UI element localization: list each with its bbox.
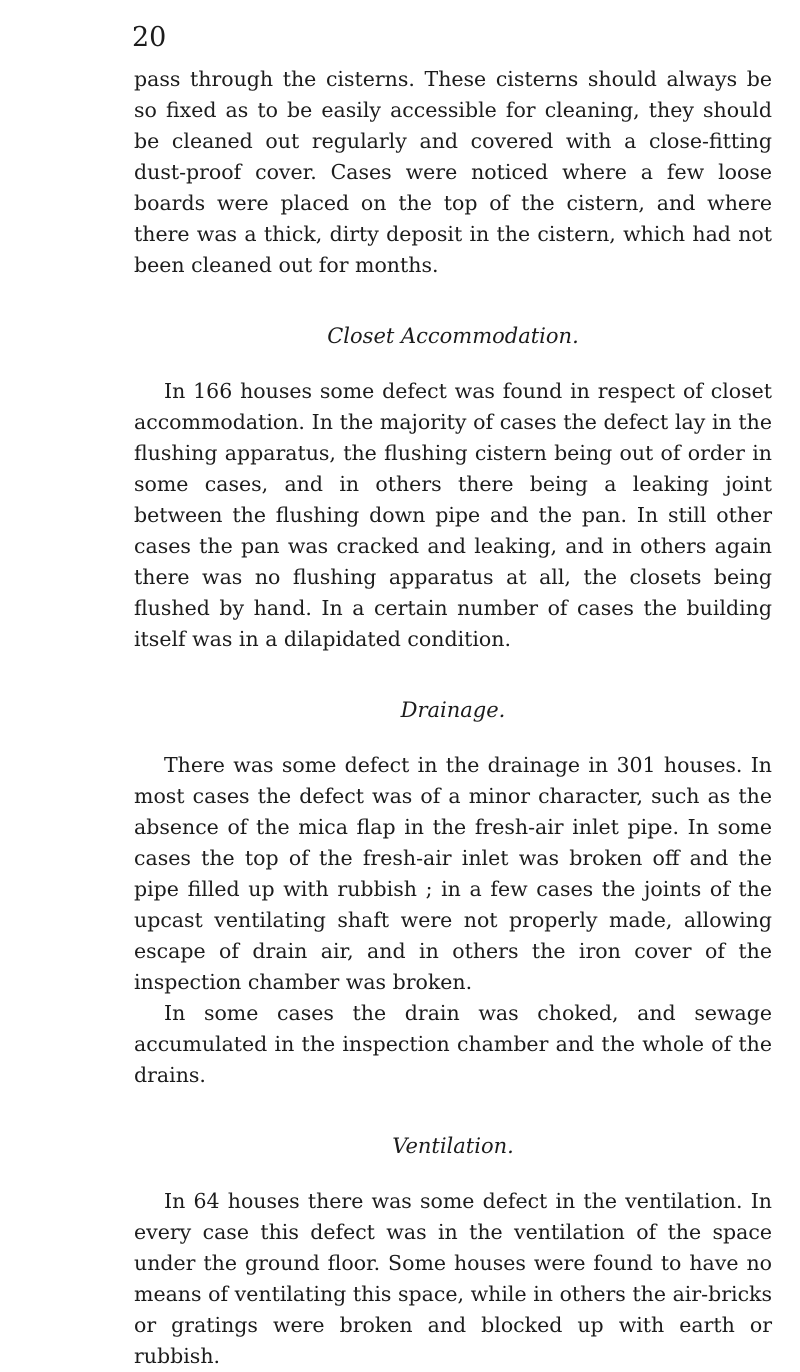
ventilation-paragraph: In 64 houses there was some defect in the ventilation. In every case this defect was in the ventilation of the space under the ground floor. Some houses were found to have no means of ventilating this space, while in others the air-bricks or gratings were broken and blocked up with earth or rubbish. bbox=[134, 1189, 772, 1368]
section-heading-closet-accommodation: Closet Accommodation. bbox=[327, 324, 579, 348]
section-heading-drainage: Drainage. bbox=[400, 698, 506, 722]
page-number: 20 bbox=[132, 22, 167, 53]
body-text bbox=[134, 64, 772, 1372]
intro-paragraph: pass through the cisterns. These cisterns should always be so fixed as to be easily accessible for cleaning, they should be cleaned out regularly and covered with a close-fitting dust-proof cover. Cases were noticed where a few loose boards were placed on the top of the cistern, and where there was a thick, dirty deposit in the cistern, which had not been cleaned out for months. bbox=[134, 67, 772, 277]
drainage-paragraph-1: There was some defect in the drainage in 301 houses. In most cases the defect was of a minor character, such as the absence of the mica flap in the fresh-air inlet pipe. In some cases the top of the fresh-air inlet was broken off and the pipe filled up with rubbish ; in a few cases the joints of the upcast ventilating shaft were not properly made, allowing escape of drain air, and in others the iron cover of the inspection chamber was broken. bbox=[134, 753, 772, 994]
section-heading-ventilation: Ventilation. bbox=[392, 1134, 514, 1158]
closet-accommodation-paragraph: In 166 houses some defect was found in respect of closet accommodation. In the majority of cases the defect lay in the flushing apparatus, the flushing cistern being out of order in some cases, and in others there being a leaking joint between the flushing down pipe and the pan. In still other cases the pan was cracked and leaking, and in others again there was no flushing apparatus at all, the closets being flushed by hand. In a certain number of cases the building itself was in a dilapidated condition. bbox=[134, 379, 772, 651]
drainage-paragraph-2: In some cases the drain was choked, and sewage accumulated in the inspection chamber and the whole of the drains. bbox=[134, 1001, 772, 1087]
